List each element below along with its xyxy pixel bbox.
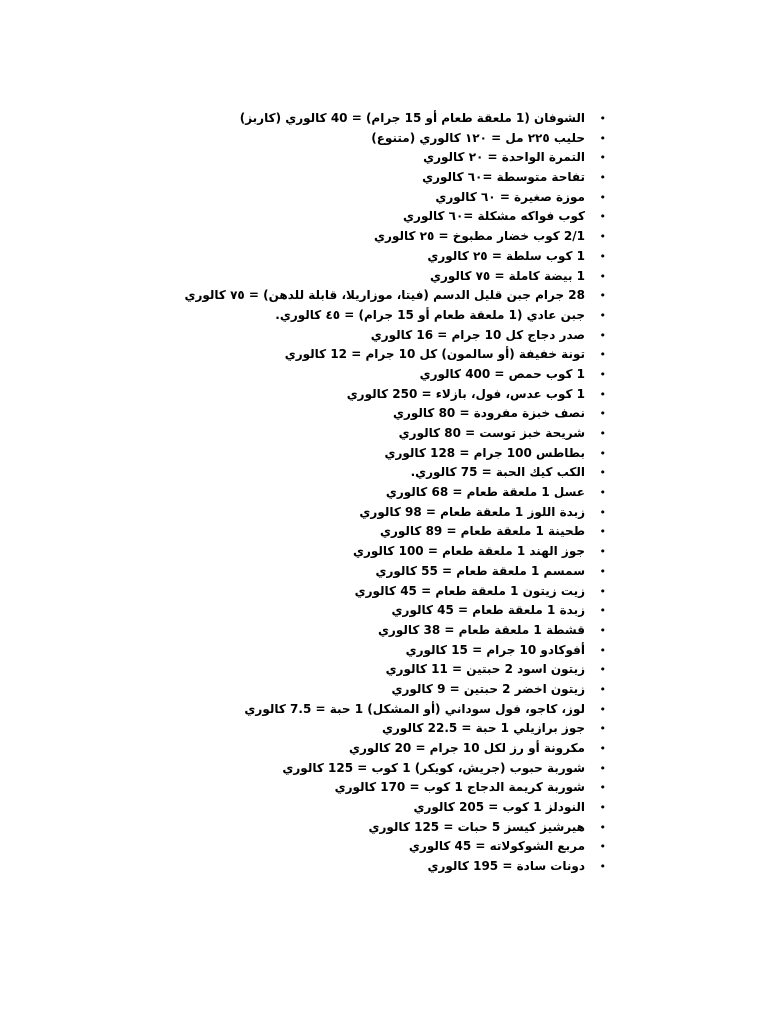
bullet-icon: • [599, 446, 606, 460]
bullet-icon: • [599, 466, 606, 480]
bullet-icon: • [599, 230, 606, 244]
bullet-icon: • [599, 840, 606, 854]
bullet-icon: • [599, 722, 606, 736]
bullet-icon: • [599, 801, 606, 815]
bullet-icon: • [599, 171, 606, 185]
list-item [48, 601, 608, 621]
list-item-text: طحينة 1 ملعقة طعام = 89 كالوري [379, 524, 585, 539]
list-item [48, 267, 608, 287]
list-item [48, 365, 608, 385]
list-item-text: نصف خبزة مفرودة = 80 كالوري [392, 406, 585, 421]
list-item-text: تونة خفيفة (أو سالمون) كل 10 جرام = 12 كالوري [284, 347, 585, 362]
list-item [48, 286, 608, 306]
list-item-text: جبن عادي (1 ملعقة طعام أو 15 جرام) = ٤٥ كالوري. [275, 307, 585, 322]
list-item [48, 109, 608, 129]
bullet-icon: • [599, 151, 606, 165]
bullet-icon: • [599, 820, 606, 834]
bullet-icon: • [599, 407, 606, 421]
bullet-icon: • [599, 348, 606, 362]
list-item [48, 818, 608, 838]
list-item [48, 719, 608, 739]
list-item [48, 562, 608, 582]
list-item-text: جوز برازيلي 1 حبة = 22.5 كالوري [382, 721, 585, 736]
list-item-text: تفاحة متوسطة =٦٠ كالوري [422, 170, 585, 185]
list-item-text: 1 كوب حمص = 400 كالوري [419, 366, 585, 381]
bullet-icon: • [599, 663, 606, 677]
bullet-icon: • [599, 643, 606, 657]
list-item-text: زيتون اخضر 2 حبتين = 9 كالوري [391, 681, 585, 696]
list-item [48, 247, 608, 267]
list-item-text: كوب فواكه مشكلة =٦٠ كالوري [403, 209, 585, 224]
list-item [48, 188, 608, 208]
list-item [48, 641, 608, 661]
bullet-icon: • [599, 289, 606, 303]
list-item [48, 700, 608, 720]
list-item-text: 1 كوب سلطة = ٢٥ كالوري [427, 248, 585, 263]
list-item-text: مكرونة أو رز لكل 10 جرام = 20 كالوري [348, 741, 585, 755]
list-item [48, 404, 608, 424]
calorie-list [48, 109, 608, 877]
list-item [48, 424, 608, 444]
list-item [48, 660, 608, 680]
bullet-icon: • [599, 682, 606, 696]
list-item-text: زيت زيتون 1 ملعقة طعام = 45 كالوري [354, 583, 585, 598]
list-item-text: زيتون اسود 2 حبتين = 11 كالوري [385, 662, 585, 677]
list-item-text: 1 بيضة كاملة = ٧٥ كالوري [430, 268, 585, 283]
bullet-icon: • [599, 210, 606, 224]
bullet-icon: • [599, 505, 606, 519]
list-item [48, 837, 608, 857]
list-item [48, 463, 608, 483]
list-item-text: موزة صغيرة = ٦٠ كالوري [435, 189, 585, 204]
list-item [48, 582, 608, 602]
list-item [48, 385, 608, 405]
list-item-text: الكب كيك الحبة = 75 كالوري. [410, 465, 585, 480]
bullet-icon: • [599, 387, 606, 401]
list-item [48, 759, 608, 779]
list-item [48, 503, 608, 523]
list-item-text: لوز، كاجو، فول سوداني (أو المشكل) 1 حبة = 7.5 كالوري [244, 701, 585, 716]
list-item [48, 680, 608, 700]
bullet-icon: • [599, 269, 606, 283]
list-item-text: الشوفان (1 ملعقة طعام أو 15 جرام) = 40 كالوري (كاربز) [239, 111, 585, 125]
bullet-icon: • [599, 190, 606, 204]
list-item [48, 739, 608, 759]
list-item-text: جوز الهند 1 ملعقة طعام = 100 كالوري [352, 544, 585, 559]
list-item-text: بطاطس 100 جرام = 128 كالوري [384, 445, 585, 460]
list-item-text: مربع الشوكولاته = 45 كالوري [408, 839, 585, 854]
list-item [48, 798, 608, 818]
list-item-text: النودلز 1 كوب = 205 كالوري [413, 800, 585, 815]
list-item-text: التمرة الواحدة = ٢٠ كالوري [423, 150, 585, 165]
list-item [48, 857, 608, 877]
list-item-text: شوربة كريمة الدجاج 1 كوب = 170 كالوري [334, 780, 585, 795]
bullet-icon: • [599, 486, 606, 500]
bullet-icon: • [599, 328, 606, 342]
list-item [48, 227, 608, 247]
bullet-icon: • [599, 367, 606, 381]
list-item [48, 306, 608, 326]
list-item-text: دونات سادة = 195 كالوري [427, 859, 585, 874]
list-item-text: شريحة خبز توست = 80 كالوري [398, 426, 585, 440]
list-item [48, 542, 608, 562]
list-item [48, 522, 608, 542]
list-item-text: زبدة اللوز 1 ملعقة طعام = 98 كالوري [359, 504, 585, 519]
bullet-icon: • [599, 525, 606, 539]
list-item-text: صدر دجاج كل 10 جرام = 16 كالوري [370, 327, 585, 342]
list-item-text: 1 كوب عدس، فول، بازلاء = 250 كالوري [346, 386, 585, 401]
bullet-icon: • [599, 249, 606, 263]
list-item-text: قشطة 1 ملعقة طعام = 38 كالوري [377, 622, 585, 637]
list-item-text: 28 جرام جبن قليل الدسم (فيتا، موزاريلا، قابلة للدهن) = ٧٥ كالوري [184, 288, 585, 303]
bullet-icon: • [599, 860, 606, 874]
list-item-text: عسل 1 ملعقة طعام = 68 كالوري [385, 485, 585, 500]
bullet-icon: • [599, 623, 606, 637]
bullet-icon: • [599, 308, 606, 322]
list-item [48, 621, 608, 641]
bullet-icon: • [599, 742, 606, 755]
list-item-text: هيرشيز كيسز 5 حبات = 125 كالوري [368, 819, 585, 834]
list-item-text: حليب ٢٢٥ مل = ١٢٠ كالوري (متنوع) [371, 130, 585, 145]
list-item [48, 444, 608, 464]
list-item [48, 129, 608, 149]
bullet-icon: • [599, 761, 606, 775]
list-item [48, 345, 608, 365]
list-item [48, 207, 608, 227]
bullet-icon: • [599, 781, 606, 795]
list-item-text: شوربة حبوب (جريش، كويكر) 1 كوب = 125 كالوري [282, 760, 585, 775]
list-item-text: أفوكادو 10 جرام = 15 كالوري [405, 642, 585, 657]
list-item [48, 326, 608, 346]
list-item [48, 483, 608, 503]
bullet-icon: • [599, 427, 606, 440]
list-item-text: 2/1 كوب خضار مطبوخ = ٢٥ كالوري [374, 229, 585, 244]
bullet-icon: • [599, 604, 606, 618]
list-item-text: سمسم 1 ملعقة طعام = 55 كالوري [375, 563, 585, 578]
bullet-icon: • [599, 131, 606, 145]
bullet-icon: • [599, 564, 606, 578]
bullet-icon: • [599, 702, 606, 716]
list-item [48, 168, 608, 188]
bullet-icon: • [599, 545, 606, 559]
list-item [48, 778, 608, 798]
bullet-icon: • [599, 584, 606, 598]
list-item-text: زبدة 1 ملعقة طعام = 45 كالوري [391, 603, 585, 618]
list-item [48, 148, 608, 168]
bullet-icon: • [599, 112, 606, 125]
